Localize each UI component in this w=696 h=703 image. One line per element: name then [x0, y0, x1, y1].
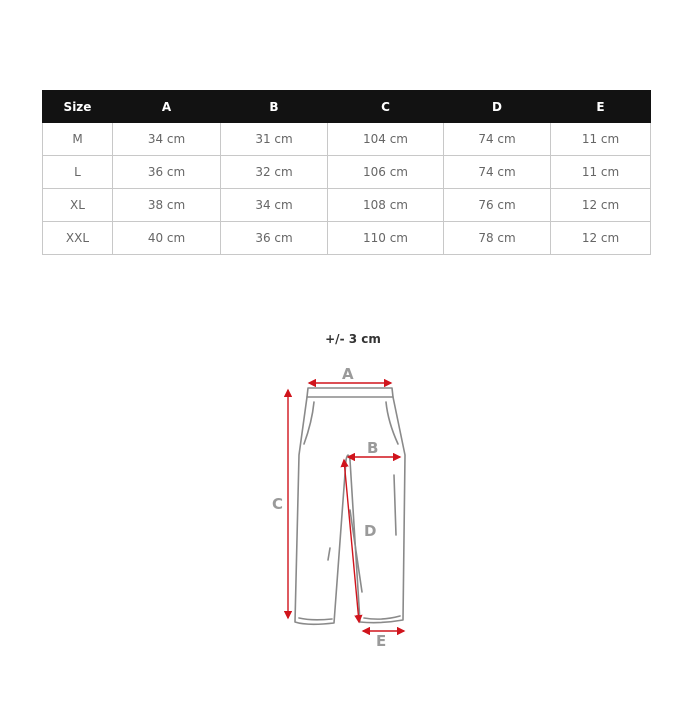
cell-b: 31 cm — [221, 123, 328, 156]
header-e: E — [551, 91, 651, 123]
cell-a: 34 cm — [113, 123, 221, 156]
size-chart-table — [42, 90, 651, 255]
right-leg-outline — [350, 397, 405, 623]
trousers-measurement-diagram — [262, 360, 422, 655]
table-row — [43, 156, 651, 189]
header-c: C — [328, 91, 444, 123]
trousers-outline — [295, 388, 405, 624]
header-b: B — [221, 91, 328, 123]
cell-e: 12 cm — [551, 222, 651, 255]
table-header-row — [43, 91, 651, 123]
cell-d: 74 cm — [444, 123, 551, 156]
cell-c: 104 cm — [328, 123, 444, 156]
cell-size: XXL — [43, 222, 113, 255]
cell-e: 12 cm — [551, 189, 651, 222]
left-hem — [299, 618, 332, 620]
cell-a: 40 cm — [113, 222, 221, 255]
label-d: D — [364, 522, 377, 540]
table-row — [43, 222, 651, 255]
cell-size: M — [43, 123, 113, 156]
waistband — [307, 388, 393, 397]
table-row — [43, 123, 651, 156]
header-size: Size — [43, 91, 113, 123]
cell-b: 34 cm — [221, 189, 328, 222]
label-b: B — [367, 439, 379, 457]
left-leg-outline — [295, 397, 346, 624]
cell-b: 32 cm — [221, 156, 328, 189]
cell-c: 106 cm — [328, 156, 444, 189]
left-crease — [328, 548, 330, 560]
cell-size: L — [43, 156, 113, 189]
cell-d: 76 cm — [444, 189, 551, 222]
table-row — [43, 189, 651, 222]
cell-a: 36 cm — [113, 156, 221, 189]
cell-d: 74 cm — [444, 156, 551, 189]
label-a: A — [342, 365, 354, 383]
tolerance-note: +/- 3 cm — [325, 332, 381, 346]
right-crease — [394, 475, 396, 535]
cell-b: 36 cm — [221, 222, 328, 255]
cell-d: 78 cm — [444, 222, 551, 255]
cell-e: 11 cm — [551, 156, 651, 189]
header-d: D — [444, 91, 551, 123]
header-a: A — [113, 91, 221, 123]
cell-size: XL — [43, 189, 113, 222]
cell-c: 108 cm — [328, 189, 444, 222]
right-hem — [364, 616, 400, 619]
cell-e: 11 cm — [551, 123, 651, 156]
measurement-arrows — [288, 383, 404, 631]
right-pocket — [386, 402, 398, 444]
cell-a: 38 cm — [113, 189, 221, 222]
cell-c: 110 cm — [328, 222, 444, 255]
label-c: C — [272, 495, 284, 513]
label-e: E — [376, 632, 387, 650]
